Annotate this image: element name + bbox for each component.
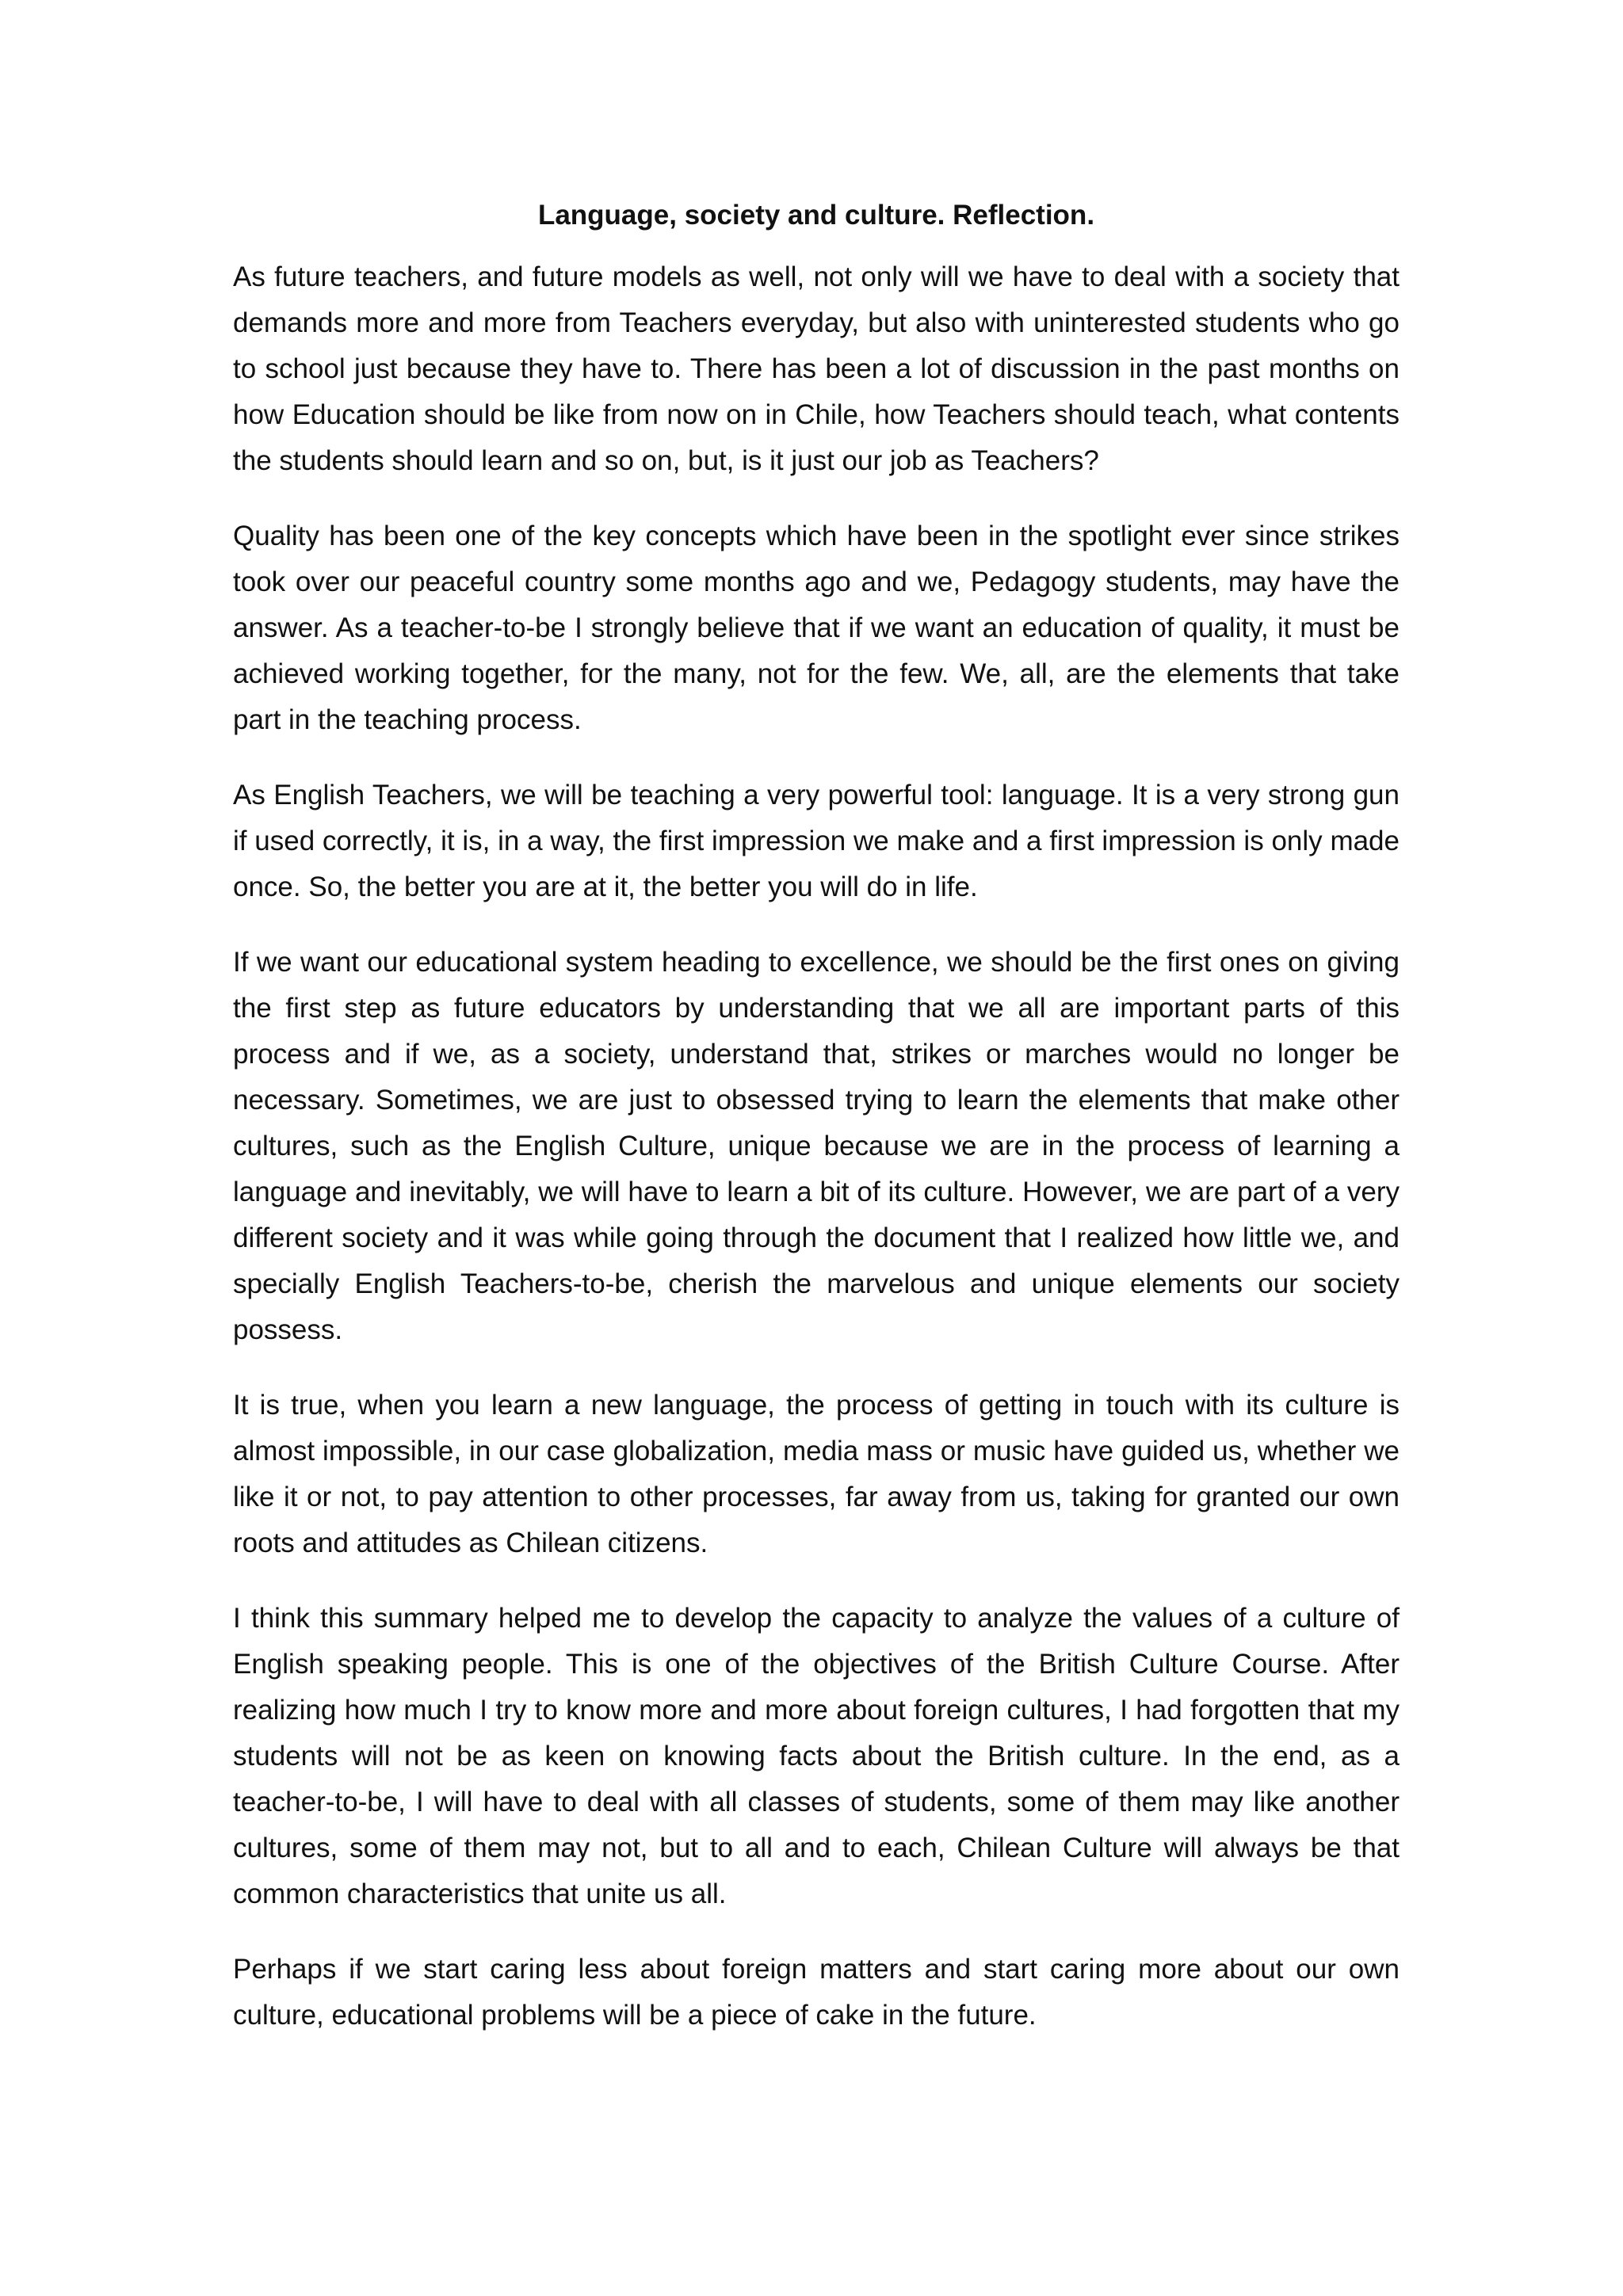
document-title: Language, society and culture. Reflection. xyxy=(537,200,1095,231)
document-body xyxy=(233,193,1400,2068)
paragraph-6: I think this summary helped me to develop the capacity to analyze the values of a culture of English speaking people. This is one of the objectives of the British Culture Course. After realizing how much I try to know more and more about foreign cultures, I had forgotten that my students will not be as keen on knowing facts about the British culture. In the end, as a teacher-to-be, I will have to deal with all classes of students, some of them may like another cultures, some of them may not, but to all and to each, Chilean Culture will always be that common characteristics that unite us all. xyxy=(233,1603,1400,1909)
paragraph-1: As future teachers, and future models as well, not only will we have to deal with a society that demands more and more from Teachers everyday, but also with uninterested students who go to school just because they have to. There has been a lot of discussion in the past months on how Education should be like from now on in Chile, how Teachers should teach, what contents the students should learn and so on, but, is it just our job as Teachers? xyxy=(233,261,1400,476)
paragraph-3: As English Teachers, we will be teaching a very powerful tool: language. It is a very strong gun if used correctly, it is, in a way, the first impression we make and a first impression is only made once. So, the better you are at it, the better you will do in life. xyxy=(233,780,1400,902)
paragraph-7: Perhaps if we start caring less about foreign matters and start caring more about our own culture, educational problems will be a piece of cake in the future. xyxy=(233,1954,1400,2031)
paragraph-2: Quality has been one of the key concepts which have been in the spotlight ever since strikes took over our peaceful country some months ago and we, Pedagogy students, may have the answer. As a teacher-to-be I strongly believe that if we want an education of quality, it must be achieved working together, for the many, not for the few. We, all, are the elements that take part in the teaching process. xyxy=(233,521,1400,735)
paragraph-5: It is true, when you learn a new language, the process of getting in touch with its culture is almost impossible, in our case globalization, media mass or music have guided us, whether we like it or not, to pay attention to other processes, far away from us, taking for granted our own roots and attitudes as Chilean citizens. xyxy=(233,1390,1400,1558)
paragraph-4: If we want our educational system heading to excellence, we should be the first ones on giving the first step as future educators by understanding that we all are important parts of this process and if we, as a society, understand that, strikes or marches would no longer be necessary. Sometimes, we are just to obsessed trying to learn the elements that make other cultures, such as the English Culture, unique because we are in the process of learning a language and inevitably, we will have to learn a bit of its culture. However, we are part of a very different society and it was while going through the document that I realized how little we, and specially English Teachers-to-be, cherish the marvelous and unique elements our society possess. xyxy=(233,947,1400,1345)
